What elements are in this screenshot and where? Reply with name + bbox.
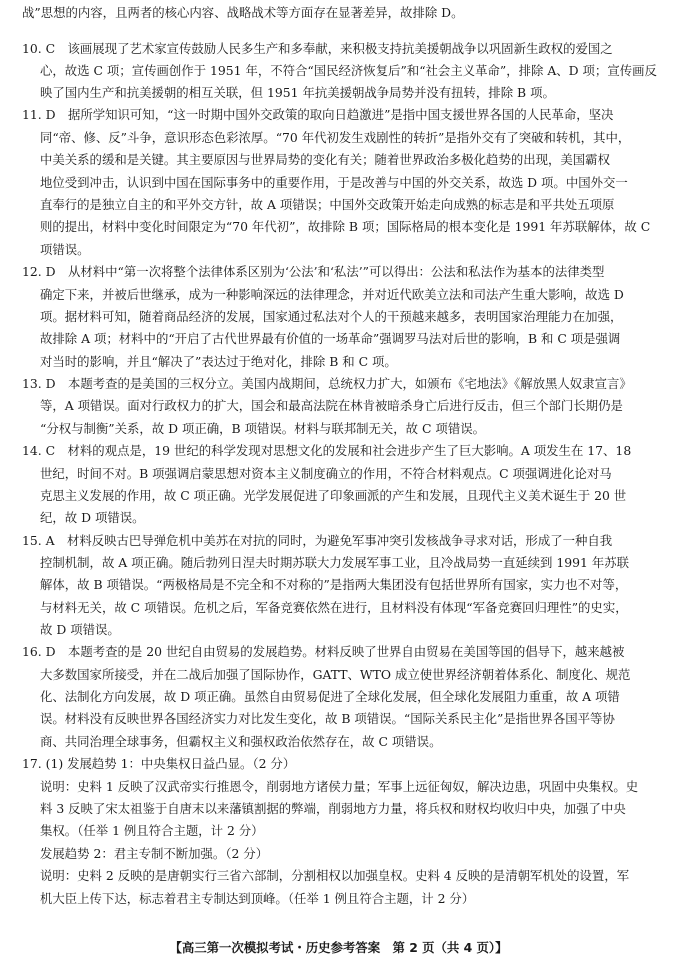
text-line: 说明：史料 2 反映的是唐朝实行三省六部制，分割相权以加强皇权。史料 4 反映的是清朝军机处的设置，军 (40, 868, 630, 883)
page-footer: 【高三第一次模拟考试・历史参考答案 第 2 页（共 4 页）】 (169, 940, 508, 955)
text-line: 直奉行的是独立自主的和平外交方针，故 A 项错误；中国外交政策开始走向成熟的标志是和平共处五项原 (40, 197, 615, 212)
text-line: 解体，故 B 项错误。“两极格局是不完全和不对称的”是指两大集团没有包括世界所有国家，实力也不对等， (40, 577, 628, 592)
text-line: 11. D 据所学知识可知，“这一时期中国外交政策的取向日趋激进”是指中国支援世界各国的人民革命，坚决 (22, 107, 614, 122)
text-line: 项。据材料可知，随着商品经济的发展，国家通过私法对个人的干预越来越多，表明国家治理能力在加强， (40, 309, 623, 324)
text-line: 化、法制化方向发展，故 D 项正确。虽然自由贸易促进了全球化发展，但全球化发展阻力重重，故 A 项错 (40, 689, 620, 704)
text-line: 与材料无关，故 C 项错误。危机之后，军备竞赛依然在进行，且材料没有体现“军备竞赛回归理性”的史实， (40, 600, 628, 615)
text-line: 10. C 该画展现了艺术家宣传鼓励人民多生产和多奉献，来积极支持抗美援朝战争以巩固新生政权的爱国之 (22, 41, 613, 56)
text-line: 17. (1) 发展趋势 1：中央集权日益凸显。（2 分） (22, 756, 296, 771)
text-line: 集权。（任举 1 例且符合主题，计 2 分） (40, 823, 264, 838)
text-line: 14. C 材料的观点是，19 世纪的科学发现对思想文化的发展和社会进步产生了巨大影响。A 项发生在 17、18 (22, 443, 632, 458)
text-line: 同“帝、修、反”斗争，意识形态色彩浓厚。“70 年代初发生戏剧性的转折”是指外交有了突破和转机，其中， (40, 130, 631, 145)
text-line: 等，A 项错误。面对行政权力的扩大，国会和最高法院在林肯被暗杀身亡后进行反击，但三个部门长期仍是 (40, 398, 623, 413)
text-line: 12. D 从材料中“第一次将整个法律体系区别为‘公法’和‘私法’”可以得出：公法和私法作为基本的法律类型 (22, 264, 605, 279)
text-line: 故排除 A 项；材料中的“开启了古代世界最有价值的一场革命”强调罗马法对后世的影响，B 和 C 项是强调 (40, 331, 621, 346)
text-line: 13. D 本题考查的是美国的三权分立。美国内战期间，总统权力扩大，如颁布《宅地法》《解放黑人奴隶宣言》 (22, 376, 632, 391)
text-line: 控制机制，故 A 项正确。随后勃列日涅夫时期苏联大力发展军事工业，且冷战局势一直延续到 1991 年苏联 (40, 555, 630, 570)
text-line: 发展趋势 2：君主专制不断加强。（2 分） (40, 846, 269, 861)
text-line: 世纪，时间不对。B 项强调启蒙思想对资本主义制度确立的作用，不符合材料观点。C 项强调进化论对马 (40, 466, 612, 481)
text-line: 故 D 项错误。 (40, 622, 120, 637)
text-line: 确定下来，并被后世继承，成为一种影响深远的法律理念，并对近代欧美立法和司法产生重大影响，故选 D (40, 287, 624, 302)
text-line: “分权与制衡”关系，故 D 项正确，B 项错误。材料与联邦制无关，故 C 项错误。 (40, 421, 485, 436)
text-line: 说明：史料 1 反映了汉武帝实行推恩令，削弱地方诸侯力量；军事上远征匈奴，解决边患，巩固中央集权。史 (40, 779, 639, 794)
text-line: 心，故选 C 项；宣传画创作于 1951 年，不符合“国民经济恢复后”和“社会主义革命”，排除 A、D 项；宣传画反 (40, 63, 657, 78)
text-line: 对当时的影响，并且“解决了”表达过于绝对化，排除 B 和 C 项。 (40, 354, 397, 369)
text-line: 地位受到冲击，认识到中国在国际事务中的重要作用，于是改善与中国的外交关系，故选 D 项。中国外交一 (40, 175, 628, 190)
text-line: 战”思想的内容，且两者的核心内容、战略战术等方面存在显著差异，故排除 D。 (22, 5, 464, 20)
text-line: 商、共同治理全球事务，但霸权主义和强权政治依然存在，故 C 项错误。 (40, 734, 442, 749)
text-line: 则的提出，材料中变化时间限定为“70 年代初”，故排除 B 项；国际格局的根本变化是 1991 年苏联解体，故 C (40, 219, 651, 234)
text-line: 中美关系的缓和是关键。其主要原因与世界局势的变化有关；随着世界政治多极化趋势的出现，美国霸权 (40, 152, 610, 167)
text-line: 大多数国家所接受，并在二战后加强了国际协作，GATT、WTO 成立使世界经济朝着体系化、制度化、规范 (40, 667, 631, 682)
text-line: 16. D 本题考查的是 20 世纪自由贸易的发展趋势。材料反映了世界自由贸易在美国等国的倡导下，越来越被 (22, 644, 625, 659)
text-line: 机大臣上传下达，标志着君主专制达到顶峰。（任举 1 例且符合主题，计 2 分） (40, 891, 475, 906)
text-line: 纪，故 D 项错误。 (40, 510, 145, 525)
text-line: 料 3 反映了宋太祖鉴于自唐末以来藩镇割据的弊端，削弱地方力量，将兵权和财权均收归中央，加强了中央 (40, 801, 626, 816)
text-line: 误。材料没有反映世界各国经济实力对比发生变化，故 B 项错误。“国际关系民主化”是指世界各国平等协 (40, 711, 615, 726)
text-line: 项错误。 (40, 242, 90, 257)
text-line: 15. A 材料反映古巴导弹危机中美苏在对抗的同时，为避免军事冲突引发核战争寻求对话，形成了一种自我 (22, 533, 613, 548)
text-line: 克思主义发展的作用，故 C 项正确。光学发展促进了印象画派的产生和发展，且现代主义美术诞生于 20 世 (40, 488, 627, 503)
text-line: 映了国内生产和抗美援朝的相互关联，但 1951 年抗美援朝战争局势并没有扭转，排除 B 项。 (40, 85, 555, 100)
